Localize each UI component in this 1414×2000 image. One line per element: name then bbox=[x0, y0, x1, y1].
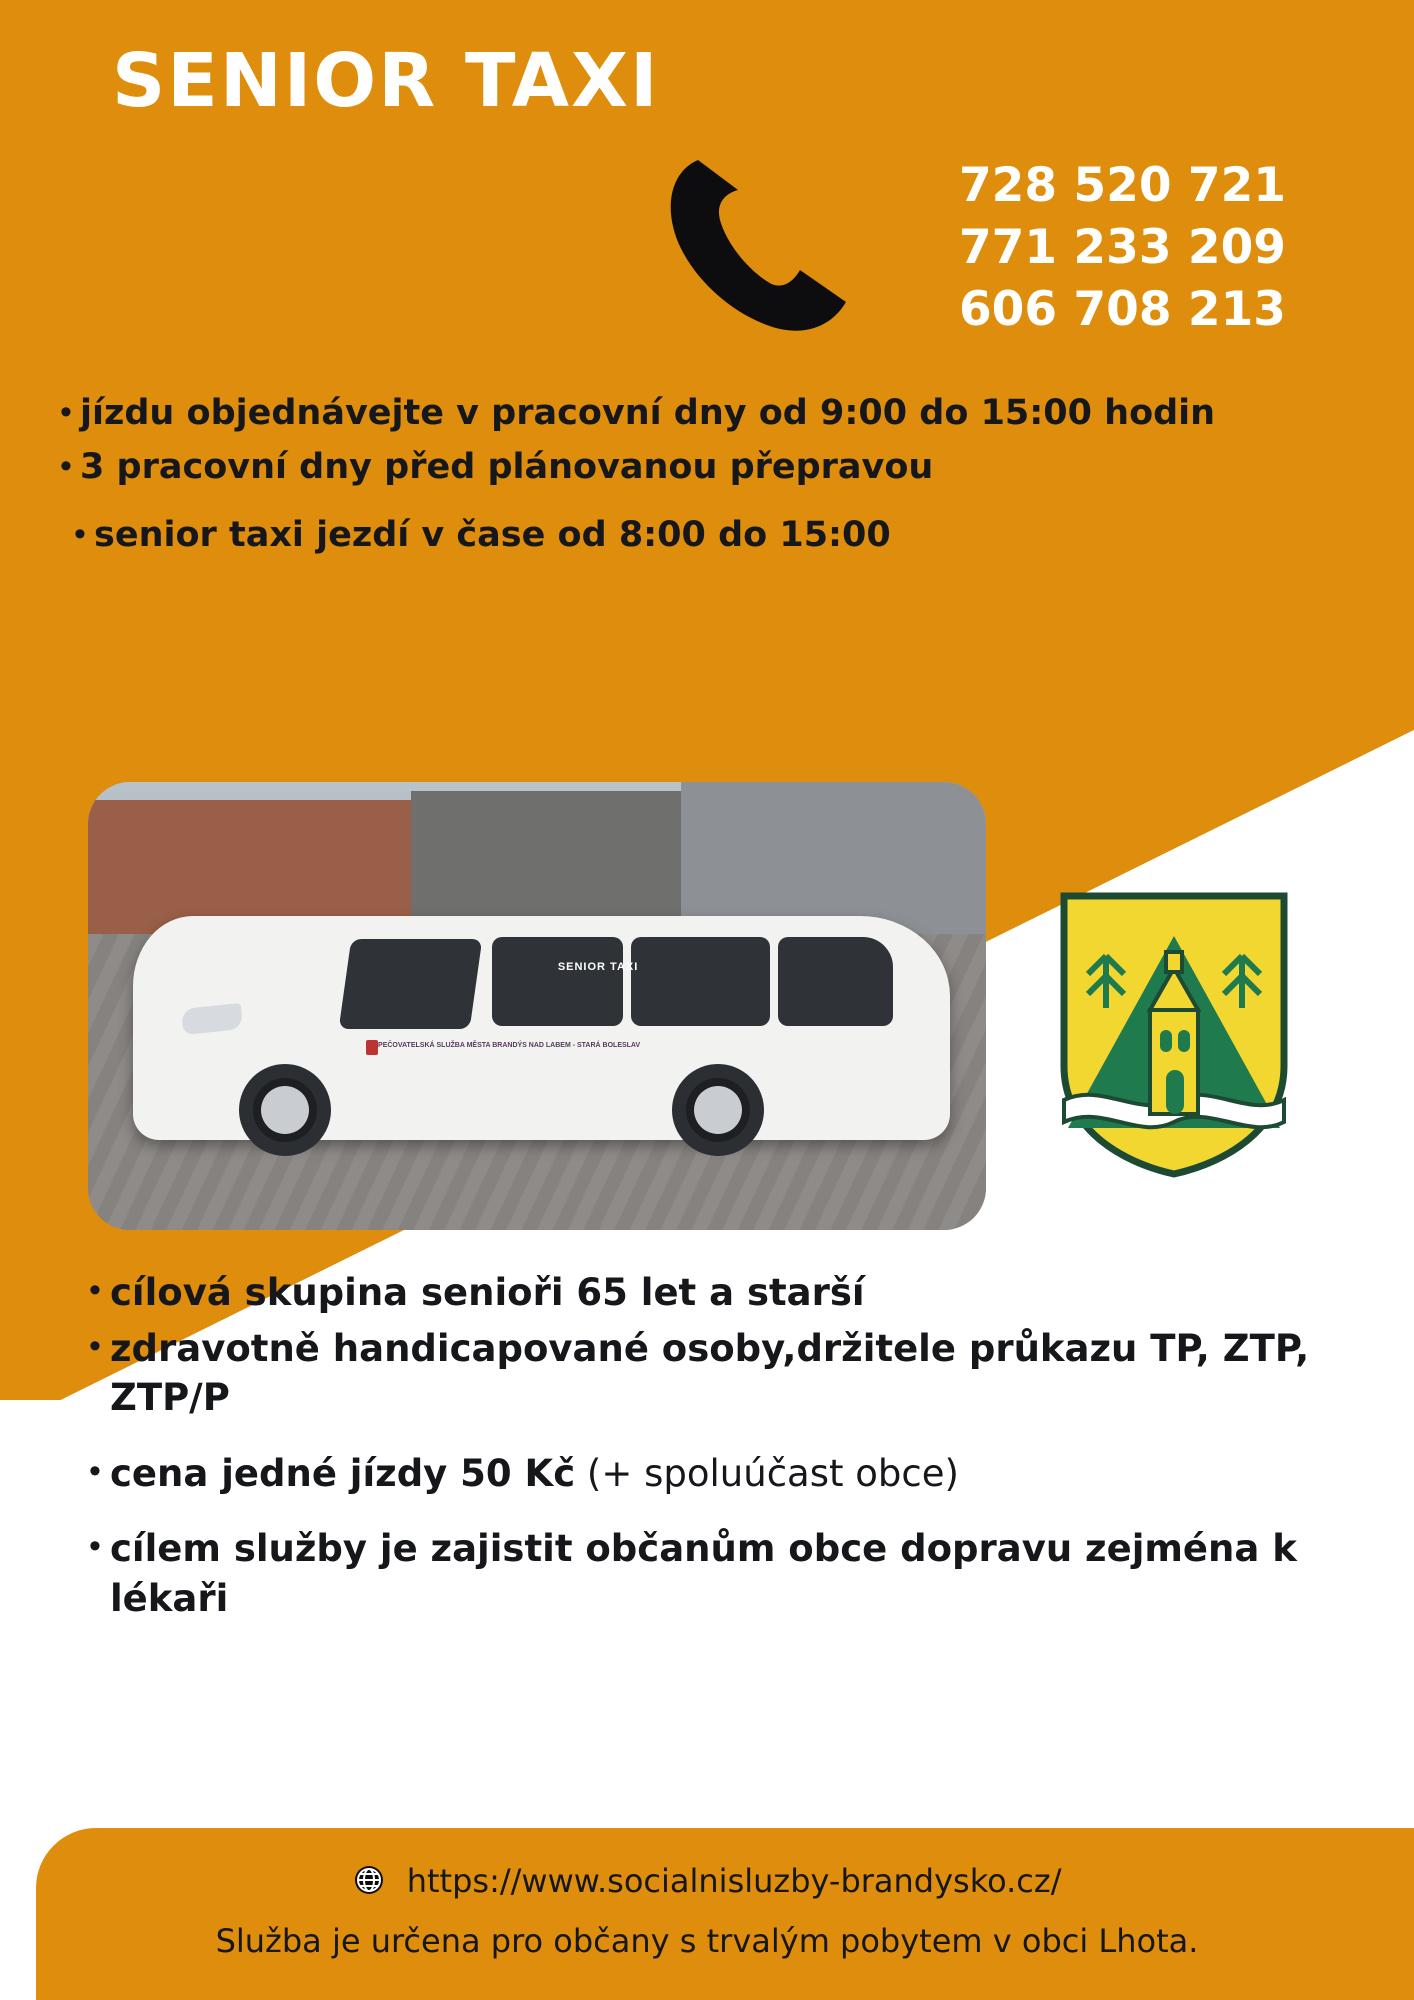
obecni-znak-lhota-icon bbox=[1058, 890, 1290, 1180]
list-item-label bbox=[110, 1524, 1360, 1623]
list-item bbox=[80, 1524, 1360, 1623]
globe-icon bbox=[353, 1864, 385, 1904]
list-item-bold-text: cena jedné jízdy 50 Kč bbox=[110, 1451, 576, 1495]
bullet-icon: • bbox=[60, 447, 72, 486]
phone-icon bbox=[650, 150, 860, 340]
list-item-label: jízdu objednávejte v pracovní dny od 9:00 do 15:00 hodin bbox=[80, 393, 1216, 433]
photo-van-window bbox=[631, 937, 770, 1027]
photo-wall-背 bbox=[411, 791, 680, 934]
eligibility-list bbox=[80, 1268, 1360, 1629]
list-item-bold-text: zdravotně handicapované osoby,držitele průkazu TP, ZTP, ZTP/P bbox=[110, 1326, 1310, 1420]
bullet-icon: • bbox=[89, 1271, 101, 1309]
page-title: SENIOR TAXI bbox=[112, 38, 660, 124]
photo-van-crest bbox=[366, 1040, 378, 1055]
list-item-bold-text: cílem služby je zajistit občanům obce dopravu zejména k lékaři bbox=[110, 1527, 1297, 1620]
list-item-label: 3 pracovní dny před plánovanou přepravou bbox=[80, 447, 934, 488]
list-item-label bbox=[110, 1268, 865, 1318]
phone-number-list bbox=[959, 155, 1286, 341]
photo-van-headlight bbox=[181, 1003, 243, 1035]
photo-van-wheel bbox=[239, 1064, 331, 1156]
bullet-icon: • bbox=[89, 1326, 101, 1365]
bullet-icon: • bbox=[89, 1451, 101, 1490]
list-item-label bbox=[110, 1324, 1360, 1423]
bullet-icon: • bbox=[74, 515, 86, 554]
footer-note: Služba je určena pro občany s trvalým pobytem v obci Lhota. bbox=[215, 1922, 1199, 1960]
photo-van-wheel bbox=[672, 1064, 764, 1156]
phone-number: 771 233 209 bbox=[958, 220, 1286, 276]
photo-van-door-text: PEČOVATELSKÁ SLUŽBA MĚSTA BRANDÝS NAD LABEM - STARÁ BOLESLAV bbox=[378, 1041, 641, 1049]
list-item bbox=[80, 1324, 1360, 1423]
ordering-rules-list bbox=[52, 390, 1382, 567]
bullet-icon: • bbox=[89, 1527, 101, 1566]
photo-van-window bbox=[339, 939, 482, 1029]
list-item-label bbox=[110, 1449, 959, 1499]
photo-van-window bbox=[778, 937, 892, 1027]
list-item bbox=[80, 1449, 1360, 1499]
phone-number: 606 708 213 bbox=[958, 282, 1286, 338]
list-item bbox=[52, 444, 1382, 490]
list-item-bold-text: cílová skupina senioři 65 let a starší bbox=[110, 1271, 865, 1314]
photo-van-window bbox=[492, 937, 623, 1027]
list-item bbox=[52, 390, 1382, 436]
website-url-text: https://www.socialnisluzby-brandysko.cz/ bbox=[406, 1862, 1062, 1900]
photo-van-label: SENIOR TAXI bbox=[557, 961, 639, 974]
phone-number: 728 520 721 bbox=[958, 158, 1286, 213]
senior-taxi-van-photo bbox=[88, 782, 986, 1230]
bullet-icon: • bbox=[60, 393, 72, 431]
list-item bbox=[66, 512, 1382, 558]
photo-van-body bbox=[133, 916, 950, 1140]
list-item bbox=[80, 1268, 1360, 1318]
list-item-label: senior taxi jezdí v čase od 8:00 do 15:00 bbox=[94, 515, 891, 556]
website-link[interactable] bbox=[0, 1862, 1414, 1904]
list-item-light-text: (+ spoluúčast obce) bbox=[575, 1451, 959, 1495]
footer-orange-panel bbox=[36, 1828, 1414, 2000]
